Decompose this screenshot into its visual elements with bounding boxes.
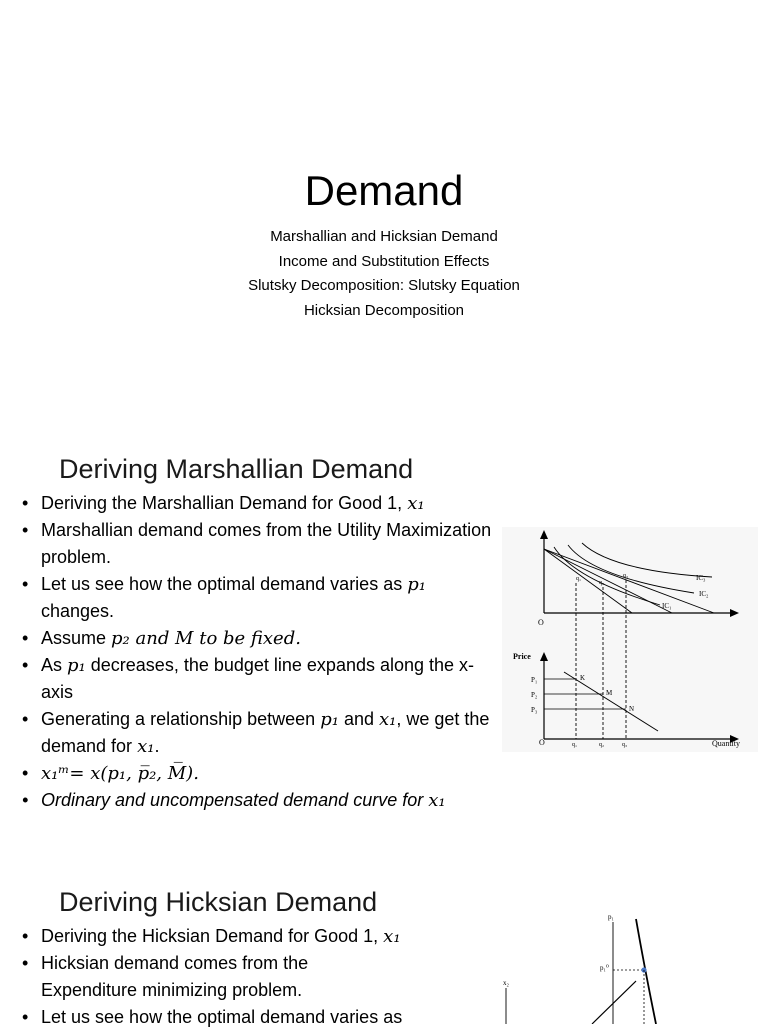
origin-label: O — [539, 738, 545, 747]
bullet-text: Ordinary and uncompensated demand curve for — [41, 790, 429, 810]
marshallian-derivation-figure — [502, 527, 758, 752]
price-p2-label: P₂ — [531, 691, 538, 699]
math-x1: x₁ — [137, 736, 155, 757]
subtitle-line: Hicksian Decomposition — [303, 302, 465, 320]
bullet-text: , we get the demand for — [41, 709, 490, 756]
bullet-item — [22, 787, 492, 814]
marshallian-bullet-list — [22, 490, 492, 814]
math-p1: p₁ — [407, 574, 426, 595]
bullet-text: changes. — [41, 601, 115, 621]
math-x1: x₁ — [428, 790, 446, 811]
bullet-text: Assume — [41, 628, 112, 648]
q2-tangency-label: q₂ — [599, 580, 605, 586]
bullet-text: Generating a relationship between — [41, 709, 321, 729]
math-p1: p₁ — [320, 709, 339, 730]
q1-label: q₁ — [572, 742, 578, 748]
math-demand-function: x₁ᵐ= x(p₁, p̅₂, M̅). — [41, 763, 199, 784]
bullet-text: . — [154, 736, 160, 756]
bullet-text: Marshallian demand comes from the Utility Maximization problem. — [41, 520, 492, 567]
subtitle-line: Marshallian and Hicksian Demand — [270, 228, 498, 245]
point-k-label: K — [580, 674, 586, 682]
bullet-text: Let us see how the optimal demand varies as — [41, 574, 408, 594]
bullet-item — [22, 490, 492, 517]
subtitle-list — [0, 225, 768, 324]
bullet-item — [22, 950, 381, 1004]
figure-background — [502, 527, 758, 752]
bullet-text: and — [338, 709, 379, 729]
bullet-item — [22, 706, 492, 760]
math-x1: x₁ — [407, 493, 425, 514]
marshallian-title: Deriving Marshallian Demand — [59, 454, 414, 484]
q3-tangency-label: q₃ — [623, 573, 629, 579]
math-assumption: p₂ and M to be fixed. — [111, 628, 301, 649]
subtitle-line: Slutsky Decomposition: Slutsky Equation — [248, 277, 520, 295]
hicksian-bullet-list — [22, 923, 492, 1031]
bullet-item — [22, 571, 492, 625]
math-x1: x₁ — [383, 926, 401, 947]
point-n-label: N — [629, 705, 635, 713]
price-p1-label: P₁ — [531, 676, 538, 684]
bullet-text: As — [41, 655, 68, 675]
bullet-text: Deriving the Marshallian Demand for Good 1, — [41, 493, 408, 513]
bullet-item — [22, 517, 492, 571]
bullet-item — [22, 760, 492, 787]
q3-label: q₃ — [622, 742, 628, 748]
bullet-text: decreases, the budget line expands along the x-axis — [41, 655, 475, 702]
budget-line — [592, 981, 636, 1024]
p1-axis-label: p₁ — [608, 913, 614, 921]
quantity-axis-label: Quantity — [712, 739, 740, 748]
bullet-text: Let us see how the optimal demand varies as — [41, 1007, 403, 1027]
hicksian-title: Deriving Hicksian Demand — [59, 887, 378, 917]
math-x1: x₁ — [378, 709, 397, 730]
bullet-item — [22, 625, 492, 652]
hicksian-derivation-figure — [496, 905, 758, 1024]
q2-label: q₂ — [599, 742, 605, 748]
ic1-label: IC₁ — [662, 602, 672, 610]
bullet-text: Hicksian demand comes from the Expenditure minimizing problem. — [41, 953, 309, 1000]
price-axis-label: Price — [513, 652, 531, 661]
bullet-item — [22, 1004, 492, 1031]
bullet-text: Deriving the Hicksian Demand for Good 1, — [41, 926, 384, 946]
bullet-item — [22, 923, 492, 950]
origin-label: O — [538, 618, 544, 627]
x2-axis-label: x₂ — [503, 979, 509, 987]
title-slide — [0, 0, 768, 430]
point-m-label: M — [606, 689, 613, 697]
q1-tangency-label: q₁ — [576, 576, 582, 582]
subtitle-line: Income and Substitution Effects — [278, 252, 490, 270]
page-title: Demand — [304, 167, 464, 214]
ic2-label: IC₂ — [699, 590, 709, 598]
bullet-item — [22, 652, 492, 706]
ic3-label: IC₃ — [696, 574, 706, 582]
math-p1: p₁ — [67, 655, 86, 676]
price-p3-label: P₃ — [531, 706, 538, 714]
p1-0-label: p₁⁰ — [600, 964, 609, 972]
